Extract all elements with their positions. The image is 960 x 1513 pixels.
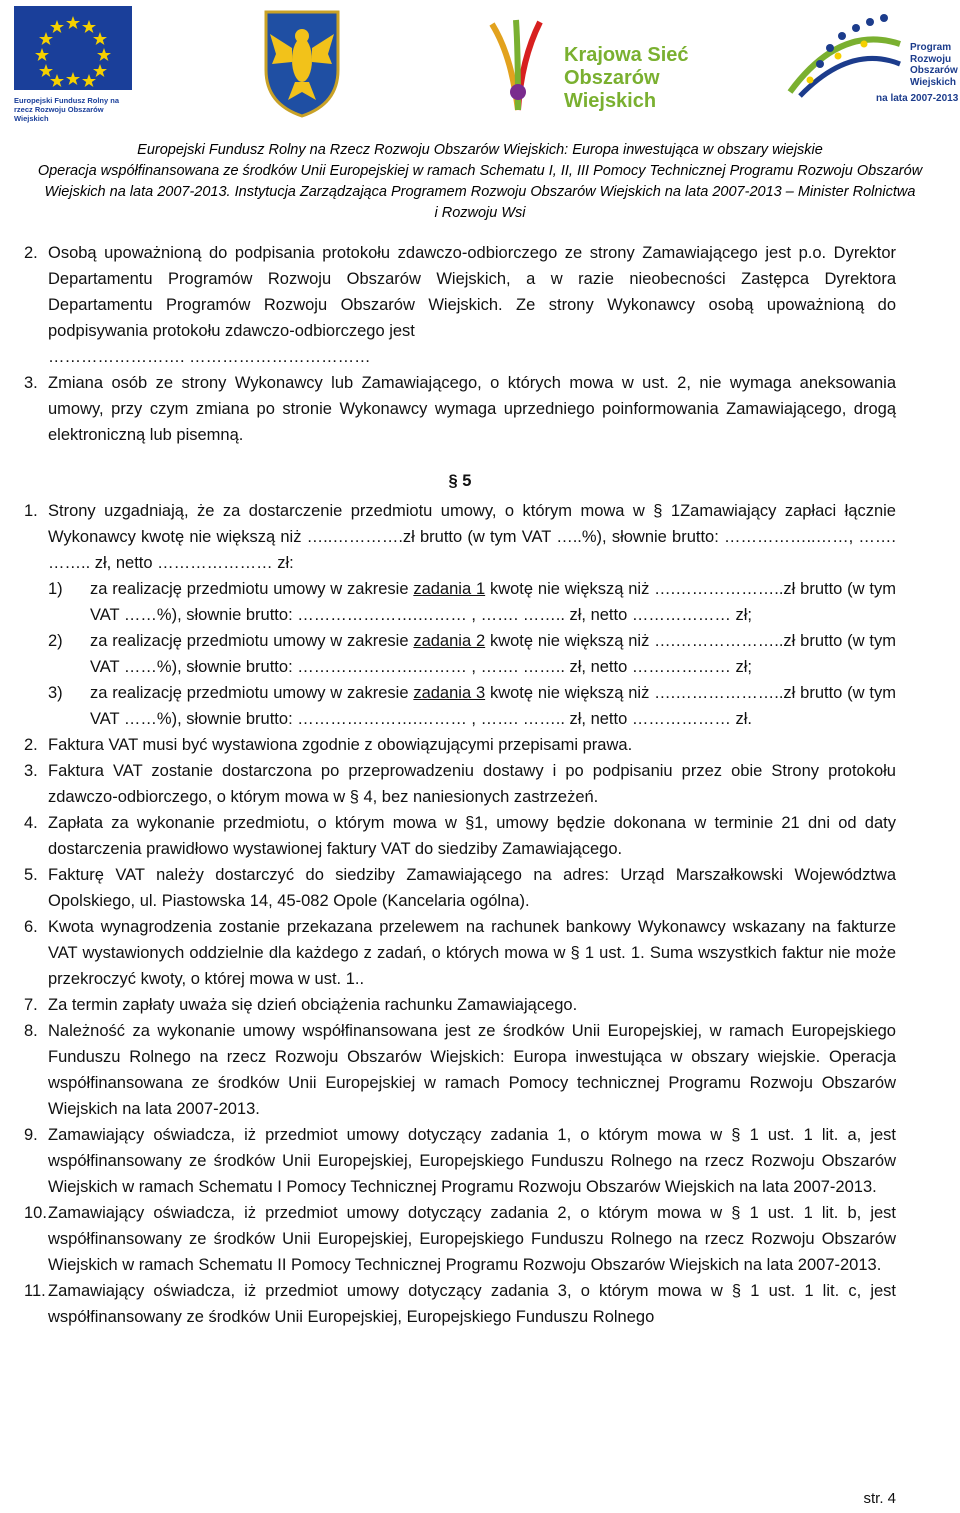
item-text: Strony uzgadniają, że za dostarczenie przedmiotu umowy, o którym mowa w § 1Zamawiający zapłaci łącznie Wykonawcy kwotę nie większą niż …..………….zł brutto (w tym VAT …..%), słownie brutto: ……………..……, ……. …….. zł, netto ………………… zł: [48,502,896,572]
ksow-logo-text [564,44,738,113]
opole-crest-icon [262,8,342,118]
ksow-line-2: Obszarów Wiejskich [564,67,660,112]
ksow-wheat-icon [478,10,558,120]
item-text: Za termin zapłaty uważa się dzień obciążenia rachunku Zamawiającego. [48,996,578,1014]
prow-years: na lata 2007-2013 [876,93,959,104]
item-number: 1. [24,502,38,520]
section-5-item-1 [24,498,896,576]
page-number: str. 4 [863,1490,896,1507]
sub-item-text-post: kwotę nie większą niż ….………………..zł brutto (w tym VAT ……%), słownie brutto: ………………….……… , ……. …….. zł, netto ……………… zł; [90,632,896,676]
section-title: § 5 [448,472,472,490]
section-5-item-6 [24,914,896,992]
sub-item-text-pre: za realizację przedmiotu umowy w zakresie [90,684,409,702]
placeholder-dots: ……………………. …………………………… [48,348,371,366]
task-reference: zadania 3 [413,684,486,702]
sub-item-number: 3) [48,684,63,702]
item-text: Fakturę VAT należy dostarczyć do siedziby Zamawiającego na adres: Urząd Marszałkowski Województwa Opolskiego, ul. Piastowska 14, 45-082 Opole (Kancelaria ogólna). [48,866,896,910]
task-reference: zadania 2 [413,632,486,650]
item-text: Należność za wykonanie umowy współfinansowana jest ze środków Unii Europejskiej, w ramach Europejskiego Funduszu Rolnego na rzecz Rozwoju Obszarów Wiejskich: Europa inwestująca w obszary wiejskie. Operacja współfinansowana ze środków Unii Europejskiej w ramach Pomocy technicznej Programu Rozwoju Obszarów Wiejskich na lata 2007-2013. [48,1022,896,1118]
section-5-item-9 [24,1122,896,1200]
item-number: 11. [24,1282,46,1300]
eu-logo-caption: Europejski Fundusz Rolny na rzecz Rozwoju Obszarów Wiejskich [14,96,120,123]
ksow-logo [478,10,738,120]
item-number: 4. [24,814,38,832]
paragraph-3 [24,370,896,448]
item-text: Faktura VAT musi być wystawiona zgodnie z obowiązującymi przepisami prawa. [48,736,633,754]
section-5-item-4 [24,810,896,862]
paragraph-number: 2. [24,244,38,262]
item-text: Zamawiający oświadcza, iż przedmiot umowy dotyczący zadania 1, o którym mowa w § 1 ust. 1 lit. a, jest współfinansowany ze środków Unii Europejskiej, Europejskiego Funduszu Rolnego na rzecz Rozwoju Obszarów Wiejskich w ramach Schematu I Pomocy Technicznej Programu Rozwoju Obszarów Wiejskich na lata 2007-2013. [48,1126,896,1196]
item-text: Faktura VAT zostanie dostarczona po przeprowadzeniu dostawy i po podpisaniu przez obie Strony protokołu zdawczo-odbiorczego, o którym mowa w § 4, bez naniesionych zastrzeżeń. [48,762,896,806]
sub-item-number: 1) [48,580,63,598]
paragraph-2 [24,240,896,370]
item-number: 3. [24,762,38,780]
prow-line-3: Obszarów [910,65,958,76]
sub-item-text-pre: za realizację przedmiotu umowy w zakresie [90,580,409,598]
item-number: 2. [24,736,38,754]
paragraph-text: Osobą upoważnioną do podpisania protokołu zdawczo-odbiorczego ze strony Zamawiającego jest p.o. Dyrektor Departamentu Programów Rozwoju Obszarów Wiejskich, a w razie nieobecności Zastępca Dyrektora Departamentu Programów Rozwoju Obszarów Wiejskich. Ze strony Wykonawcy osobą upoważnioną do podpisywania protokołu zdawczo-odbiorczego jest [48,244,896,340]
section-5-item-10 [24,1200,896,1278]
ksow-line-1: Krajowa Sieć [564,44,689,66]
funding-line-1: Europejski Fundusz Rolny na Rzecz Rozwoju Obszarów Wiejskich: Europa inwestująca w obszary wiejskie [137,142,823,158]
eu-flag-icon [14,6,132,90]
item-number: 6. [24,918,38,936]
funding-line-3: Wiejskich na lata 2007-2013. Instytucja Zarządzająca Programem Rozwoju Obszarów Wiejskich na lata 2007-2013 – Minister Rolnictwa [44,184,916,200]
task-reference: zadania 1 [413,580,486,598]
item-number: 5. [24,866,38,884]
item-text: Zapłata za wykonanie przedmiotu, o którym mowa w §1, umowy będzie dokonana w terminie 21 dni od daty dostarczenia prawidłowo wystawionej faktury VAT do siedziby Zamawiającego. [48,814,896,858]
eu-logo [14,6,132,130]
prow-line-4: Wiejskich [910,76,957,88]
sub-item-text-post: kwotę nie większą niż ….………………..zł brutto (w tym VAT ……%), słownie brutto: ………………….……… , ……. …….. zł, netto ……………… zł; [90,580,896,624]
prow-logo-text [910,42,958,88]
contract-body [24,240,896,1330]
sub-item-number: 2) [48,632,63,650]
prow-logo [780,4,959,116]
section-5-item-3 [24,758,896,810]
prow-line-2: Rozwoju [910,53,952,65]
sub-item-text-post: kwotę nie większą niż ….………………..zł brutto (w tym VAT ……%), słownie brutto: ………………….……… , ……. …….. zł, netto ……………… zł. [90,684,896,728]
funding-line-4: i Rozwoju Wsi [434,205,526,221]
section-5-item-7 [24,992,896,1018]
sub-item-1 [24,576,896,628]
sub-item-2 [24,628,896,680]
prow-stars-icon [780,4,910,104]
item-number: 8. [24,1022,38,1040]
header-logos [0,0,960,140]
item-text: Zamawiający oświadcza, iż przedmiot umowy dotyczący zadania 3, o którym mowa w § 1 ust. 1 lit. c, jest współfinansowany ze środków Unii Europejskiej, Europejskiego Funduszu Rolnego [48,1282,896,1326]
section-5-item-8 [24,1018,896,1122]
paragraph-number: 3. [24,374,38,392]
funding-note [24,140,936,224]
item-text: Kwota wynagrodzenia zostanie przekazana przelewem na rachunek bankowy Wykonawcy wskazany na fakturze VAT wystawionych oddzielnie dla każdego z zadań, o których mowa w § 1 ust. 1. Suma wszystkich faktur nie może przekroczyć kwoty, o której mowa w ust. 1.. [48,918,896,988]
item-text: Zamawiający oświadcza, iż przedmiot umowy dotyczący zadania 2, o którym mowa w § 1 ust. 1 lit. b, jest współfinansowany ze środków Unii Europejskiej, Europejskiego Funduszu Rolnego na rzecz Rozwoju Obszarów Wiejskich w ramach Schematu II Pomocy Technicznej Programu Rozwoju Obszarów Wiejskich na lata 2007-2013. [48,1204,896,1274]
sub-item-text-pre: za realizację przedmiotu umowy w zakresie [90,632,409,650]
item-number: 10. [24,1204,47,1222]
item-number: 9. [24,1126,38,1144]
item-number: 7. [24,996,38,1014]
sub-item-3 [24,680,896,732]
funding-line-2: Operacja współfinansowana ze środków Unii Europejskiej w ramach Schematu I, II, III Pomocy Technicznej Programu Rozwoju Obszarów [37,163,923,179]
section-5-item-5 [24,862,896,914]
section-5-item-2 [24,732,896,758]
paragraph-text: Zmiana osób ze strony Wykonawcy lub Zamawiającego, o których mowa w ust. 2, nie wymaga aneksowania umowy, przy czym zmiana po stronie Wykonawcy wymaga uprzedniego poinformowania Zamawiającego, drogą elektroniczną lub pisemną. [48,374,896,444]
prow-line-1: Program [910,42,952,53]
section-5-item-11 [24,1278,896,1330]
